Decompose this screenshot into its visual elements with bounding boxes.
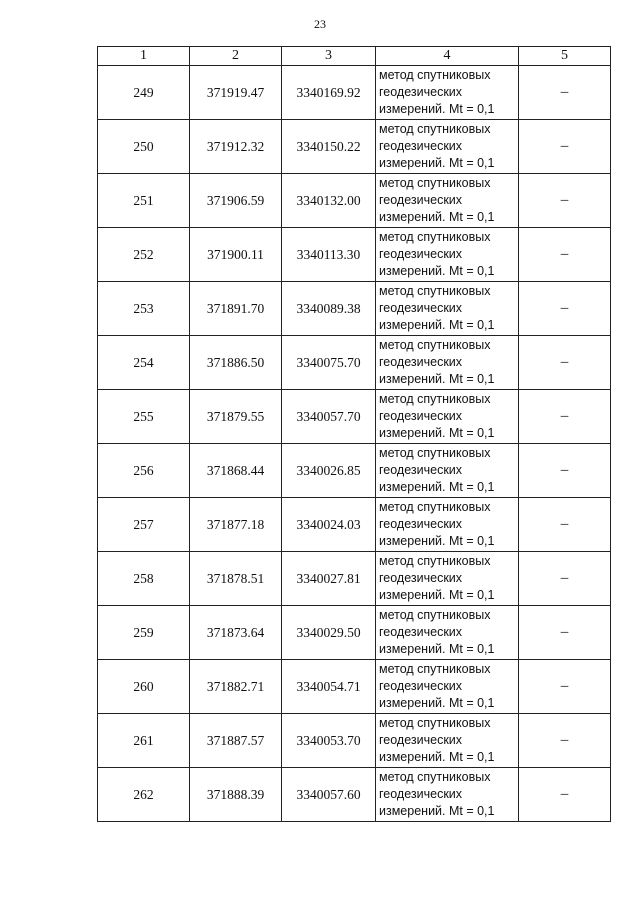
method-text-line: измерений. Mt = 0,1 — [379, 426, 495, 440]
method-text-line: метод спутниковых — [379, 68, 491, 82]
method-cell — [376, 282, 519, 336]
method-cell — [376, 120, 519, 174]
method-text-line: метод спутниковых — [379, 338, 491, 352]
method-text-line: геодезических — [379, 193, 463, 207]
method-text-line: измерений. Mt = 0,1 — [379, 210, 495, 224]
method-text-line: геодезических — [379, 139, 463, 153]
method-text-line: измерений. Mt = 0,1 — [379, 102, 495, 116]
y-coordinate-cell: 3340057.70 — [282, 390, 376, 444]
method-text-line: геодезических — [379, 85, 463, 99]
y-coordinate-cell: 3340075.70 — [282, 336, 376, 390]
x-coordinate-cell: 371882.71 — [190, 660, 282, 714]
method-text-line: метод спутниковых — [379, 608, 491, 622]
y-coordinate-cell: 3340132.00 — [282, 174, 376, 228]
method-text-line: метод спутниковых — [379, 446, 491, 460]
method-text-line: геодезических — [379, 409, 463, 423]
point-number-cell: 257 — [98, 498, 190, 552]
method-cell — [376, 498, 519, 552]
column-header-3: 3 — [282, 47, 376, 66]
method-cell — [376, 66, 519, 120]
y-coordinate-cell: 3340054.71 — [282, 660, 376, 714]
method-text-line: геодезических — [379, 517, 463, 531]
method-cell — [376, 390, 519, 444]
method-cell — [376, 768, 519, 822]
note-cell: – — [519, 228, 611, 282]
point-number-cell: 256 — [98, 444, 190, 498]
method-text-line: геодезических — [379, 679, 463, 693]
y-coordinate-cell: 3340150.22 — [282, 120, 376, 174]
method-cell — [376, 714, 519, 768]
method-text-line: метод спутниковых — [379, 230, 491, 244]
method-text-line: геодезических — [379, 625, 463, 639]
point-number-cell: 259 — [98, 606, 190, 660]
y-coordinate-cell: 3340029.50 — [282, 606, 376, 660]
table-row — [98, 390, 611, 444]
table-body — [98, 66, 611, 822]
note-cell: – — [519, 282, 611, 336]
table-row — [98, 660, 611, 714]
method-text-line: геодезических — [379, 787, 463, 801]
note-cell: – — [519, 66, 611, 120]
y-coordinate-cell: 3340026.85 — [282, 444, 376, 498]
note-cell: – — [519, 714, 611, 768]
x-coordinate-cell: 371887.57 — [190, 714, 282, 768]
method-text-line: геодезических — [379, 571, 463, 585]
method-text-line: метод спутниковых — [379, 122, 491, 136]
x-coordinate-cell: 371879.55 — [190, 390, 282, 444]
x-coordinate-cell: 371886.50 — [190, 336, 282, 390]
method-cell — [376, 228, 519, 282]
note-cell: – — [519, 606, 611, 660]
point-number-cell: 251 — [98, 174, 190, 228]
method-text-line: измерений. Mt = 0,1 — [379, 480, 495, 494]
table-row — [98, 174, 611, 228]
table-row — [98, 768, 611, 822]
x-coordinate-cell: 371878.51 — [190, 552, 282, 606]
method-text-line: метод спутниковых — [379, 500, 491, 514]
method-text-line: метод спутниковых — [379, 770, 491, 784]
method-text-line: геодезических — [379, 301, 463, 315]
method-cell — [376, 606, 519, 660]
x-coordinate-cell: 371888.39 — [190, 768, 282, 822]
method-text-line: измерений. Mt = 0,1 — [379, 318, 495, 332]
method-text-line: измерений. Mt = 0,1 — [379, 372, 495, 386]
point-number-cell: 249 — [98, 66, 190, 120]
y-coordinate-cell: 3340089.38 — [282, 282, 376, 336]
table-row — [98, 714, 611, 768]
method-text-line: измерений. Mt = 0,1 — [379, 588, 495, 602]
point-number-cell: 253 — [98, 282, 190, 336]
point-number-cell: 254 — [98, 336, 190, 390]
table-row — [98, 228, 611, 282]
point-number-cell: 255 — [98, 390, 190, 444]
point-number-cell: 262 — [98, 768, 190, 822]
method-text-line: метод спутниковых — [379, 392, 491, 406]
method-cell — [376, 174, 519, 228]
method-text-line: измерений. Mt = 0,1 — [379, 264, 495, 278]
x-coordinate-cell: 371900.11 — [190, 228, 282, 282]
point-number-cell: 252 — [98, 228, 190, 282]
column-header-1: 1 — [98, 47, 190, 66]
method-text-line: измерений. Mt = 0,1 — [379, 642, 495, 656]
table-row — [98, 444, 611, 498]
table-row — [98, 120, 611, 174]
x-coordinate-cell: 371877.18 — [190, 498, 282, 552]
x-coordinate-cell: 371873.64 — [190, 606, 282, 660]
table-row — [98, 282, 611, 336]
x-coordinate-cell: 371912.32 — [190, 120, 282, 174]
table-row — [98, 552, 611, 606]
note-cell: – — [519, 444, 611, 498]
method-text-line: измерений. Mt = 0,1 — [379, 750, 495, 764]
x-coordinate-cell: 371906.59 — [190, 174, 282, 228]
method-text-line: метод спутниковых — [379, 554, 491, 568]
table-row — [98, 66, 611, 120]
method-text-line: геодезических — [379, 733, 463, 747]
point-number-cell: 260 — [98, 660, 190, 714]
method-text-line: метод спутниковых — [379, 662, 491, 676]
x-coordinate-cell: 371868.44 — [190, 444, 282, 498]
note-cell: – — [519, 336, 611, 390]
method-text-line: измерений. Mt = 0,1 — [379, 156, 495, 170]
point-number-cell: 250 — [98, 120, 190, 174]
x-coordinate-cell: 371891.70 — [190, 282, 282, 336]
method-text-line: измерений. Mt = 0,1 — [379, 696, 495, 710]
y-coordinate-cell: 3340169.92 — [282, 66, 376, 120]
y-coordinate-cell: 3340024.03 — [282, 498, 376, 552]
method-cell — [376, 660, 519, 714]
method-text-line: измерений. Mt = 0,1 — [379, 804, 495, 818]
y-coordinate-cell: 3340053.70 — [282, 714, 376, 768]
table-header-row — [98, 47, 611, 66]
method-text-line: метод спутниковых — [379, 716, 491, 730]
method-cell — [376, 552, 519, 606]
table-row — [98, 336, 611, 390]
method-text-line: измерений. Mt = 0,1 — [379, 534, 495, 548]
method-text-line: метод спутниковых — [379, 284, 491, 298]
page-number: 23 — [314, 17, 326, 31]
note-cell: – — [519, 174, 611, 228]
method-text-line: метод спутниковых — [379, 176, 491, 190]
method-text-line: геодезических — [379, 355, 463, 369]
table-row — [98, 498, 611, 552]
column-header-2: 2 — [190, 47, 282, 66]
method-text-line: геодезических — [379, 463, 463, 477]
y-coordinate-cell: 3340113.30 — [282, 228, 376, 282]
column-header-4: 4 — [376, 47, 519, 66]
coordinates-table — [97, 46, 611, 822]
table-row — [98, 606, 611, 660]
note-cell: – — [519, 390, 611, 444]
method-cell — [376, 444, 519, 498]
note-cell: – — [519, 498, 611, 552]
x-coordinate-cell: 371919.47 — [190, 66, 282, 120]
note-cell: – — [519, 120, 611, 174]
y-coordinate-cell: 3340027.81 — [282, 552, 376, 606]
method-cell — [376, 336, 519, 390]
method-text-line: геодезических — [379, 247, 463, 261]
note-cell: – — [519, 552, 611, 606]
column-header-5: 5 — [519, 47, 611, 66]
y-coordinate-cell: 3340057.60 — [282, 768, 376, 822]
note-cell: – — [519, 660, 611, 714]
note-cell: – — [519, 768, 611, 822]
point-number-cell: 261 — [98, 714, 190, 768]
point-number-cell: 258 — [98, 552, 190, 606]
